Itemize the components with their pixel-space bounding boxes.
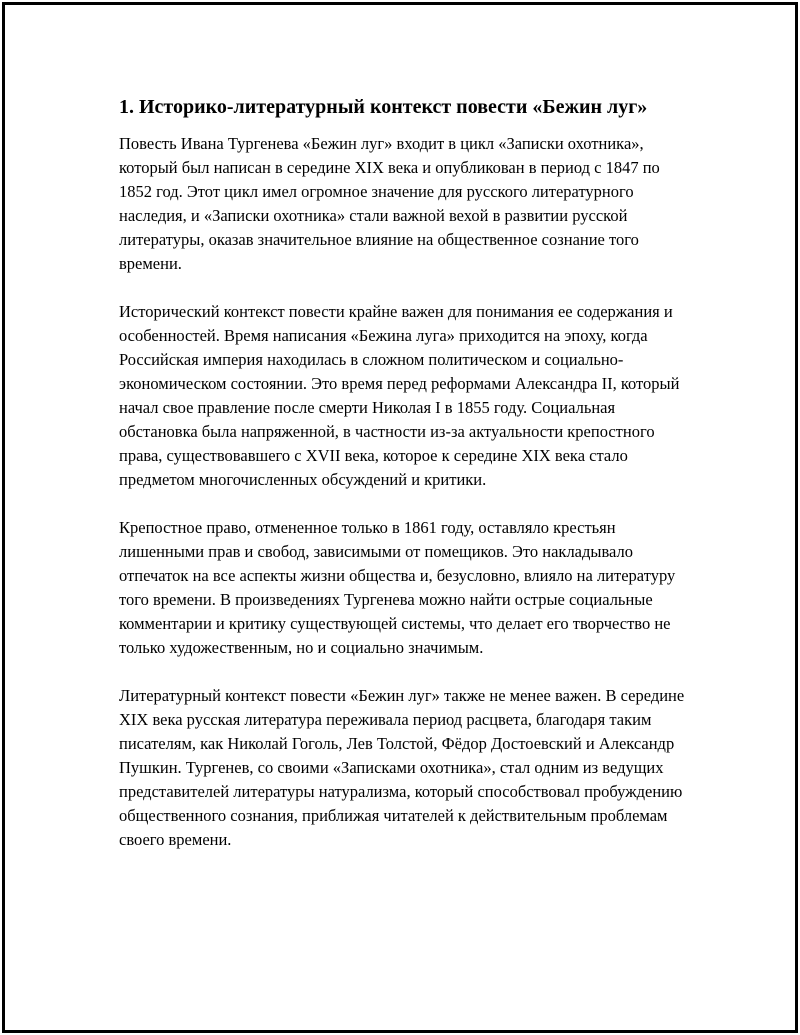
paragraph-4: Литературный контекст повести «Бежин луг» также не менее важен. В середине XIX века русская литература переживала период расцвета, благодаря таким писателям, как Николай Гоголь, Лев Толстой, Фёдор Достоевский и Александр Пушкин. Тургенев, со своими «Записками охотника», стал одним из ведущих представителей литературы натурализма, который способствовал пробуждению общественного сознания, приближая читателей к действительным проблемам своего времени. <box>119 686 685 849</box>
document-body <box>119 94 689 876</box>
paragraph-3: Крепостное право, отмененное только в 1861 году, оставляло крестьян лишенными прав и свобод, зависимыми от помещиков. Это накладывало отпечаток на все аспекты жизни общества и, безусловно, влияло на литературу того времени. В произведениях Тургенева можно найти острые социальные комментарии и критику существующей системы, что делает его творчество не только художественным, но и социально значимым. <box>119 518 676 657</box>
section-heading: 1. Историко-литературный контекст повести «Бежин луг» <box>119 96 648 118</box>
paragraph-1: Повесть Ивана Тургенева «Бежин луг» входит в цикл «Записки охотника», который был написан в середине XIX века и опубликован в период с 1847 по 1852 год. Этот цикл имел огромное значение для русского литературного наследия, и «Записки охотника» стали важной вехой в развитии русской литературы, оказав значительное влияние на общественное сознание того времени. <box>119 134 660 273</box>
paragraph-2: Исторический контекст повести крайне важен для понимания ее содержания и особенностей. Время написания «Бежина луга» приходится на эпоху, когда Российская империя находилась в сложном политическом и социально-экономическом состоянии. Это время перед реформами Александра II, который начал свое правление после смерти Николая I в 1855 году. Социальная обстановка была напряженной, в частности из-за актуальности крепостного права, существовавшего с XVII века, которое к середине XIX века стало предметом многочисленных обсуждений и критики. <box>119 302 680 489</box>
